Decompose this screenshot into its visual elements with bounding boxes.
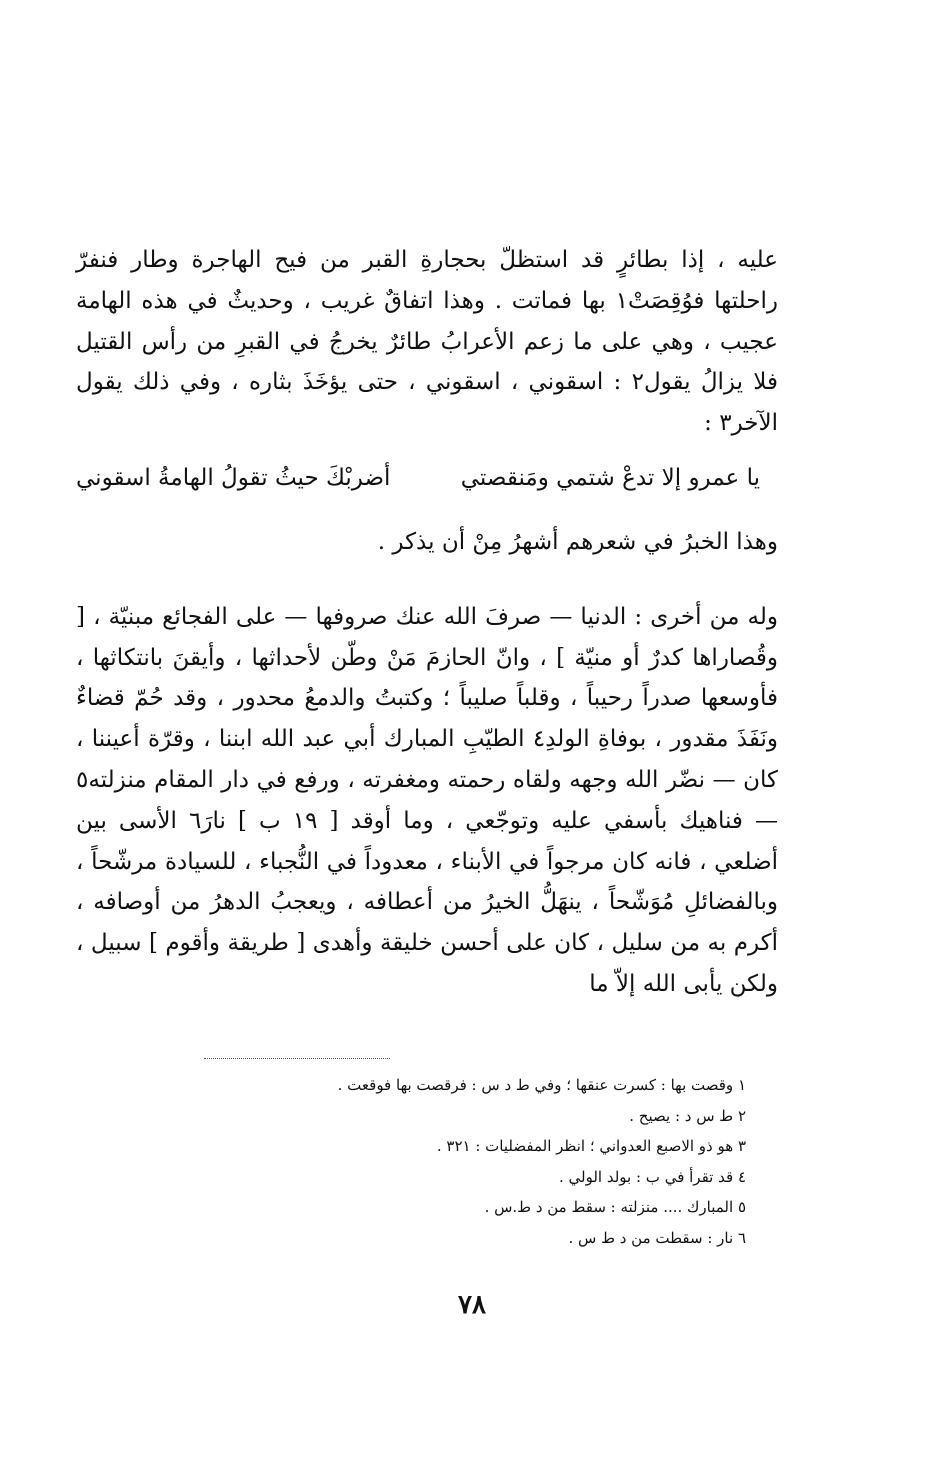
- footnote-separator: [204, 1058, 390, 1059]
- paragraph-2: وهذا الخبرُ في شعرهم أشهرُ مِنْ أن يذكر .: [377, 528, 778, 555]
- paragraph-3: وله من أخرى : الدنيا — صرفَ الله عنك صروفها — على الفجائع مبنيّة ، [ وقُصاراها كدرٌ أو منيّة ] ، وانّ الحازمَ مَنْ وطّن لأحداثها ، وأيقنَ بانتكاثها ، فأوسعها صدراً رحيباً ، وقلباً صليباً ؛ وكتبتُ والدمعُ محدور ، وقد حُمّ قضاءٌ ونَفَذَ مقدور ، بوفاةِ الولدِ٤ الطيّبِ المبارك أبي عبد الله ابننا ، وقرّة أعيننا ، كان — نضّر الله وجهه ولقاه رحمته ومغفرته ، ورفع في دار المقام منزلته٥ — فناهيك بأسفي عليه وتوجّعي ، وما أوقد [ ١٩ ب ] نارَ٦ الأسى بين أضلعي ، فانه كان مرجواً في الأبناء ، معدوداً في النُّجباء ، للسيادة مرشّحاً ، وبالفضائلِ مُوَشّحاً ، ينهَلُّ الخيرُ من أعطافه ، ويعجبُ الدهرُ من أوصافه ، أكرم به من سليل ، كان على أحسن خليقة وأهدى [ طريقة وأقوم ] سبيل ، ولكن يأبى الله إلاّ ما: [76, 603, 779, 997]
- poetry-verse: [76, 458, 760, 498]
- footnote-5: ٥ المبارك .... منزلته : سقط من د ط.س .: [484, 1198, 746, 1216]
- footnotes: [180, 1070, 746, 1253]
- footnote-2: ٢ ط س د : يصيح .: [629, 1106, 746, 1125]
- page-number: ٧٨: [458, 1290, 486, 1320]
- verse-second-hemistich: أضربْكَ حيثُ تقولُ الهامةُ اسقوني: [76, 464, 391, 491]
- paragraph-1: عليه ، إذا بطائرٍ قد استظلّ بحجارةِ القبر من فيح الهاجرة وطار فنفرّ راحلتها فوُقِصَتْ١ بها فماتت . وهذا اتفاقٌ غريب ، وحديثٌ في هذه الهامة عجيب ، وهي على ما زعم الأعرابُ طائرٌ يخرجُ في القبرِ من رأس القتيل فلا يزالُ يقول٢ : اسقوني ، اسقوني ، حتى يؤخَذَ بثاره ، وفي ذلك يقول الآخر٣ :: [76, 247, 778, 437]
- main-text: [76, 240, 778, 1005]
- footnote-6: ٦ نار : سقطت من د ط س .: [568, 1228, 746, 1247]
- footnote-3: ٣ هو ذو الاصبع العدواني ؛ انظر المفضليات : ٣٢١ .: [436, 1137, 746, 1155]
- verse-first-hemistich: يا عمرو إلا تدعْ شتمي ومَنقصتي: [460, 464, 760, 491]
- footnote-1: ١ وقصت بها : كسرت عنقها ؛ وفي ط د س : فرقصت بها فوقعت .: [337, 1076, 746, 1094]
- footnote-4: ٤ قد تقرأ في ب : بولد الولي .: [558, 1167, 746, 1186]
